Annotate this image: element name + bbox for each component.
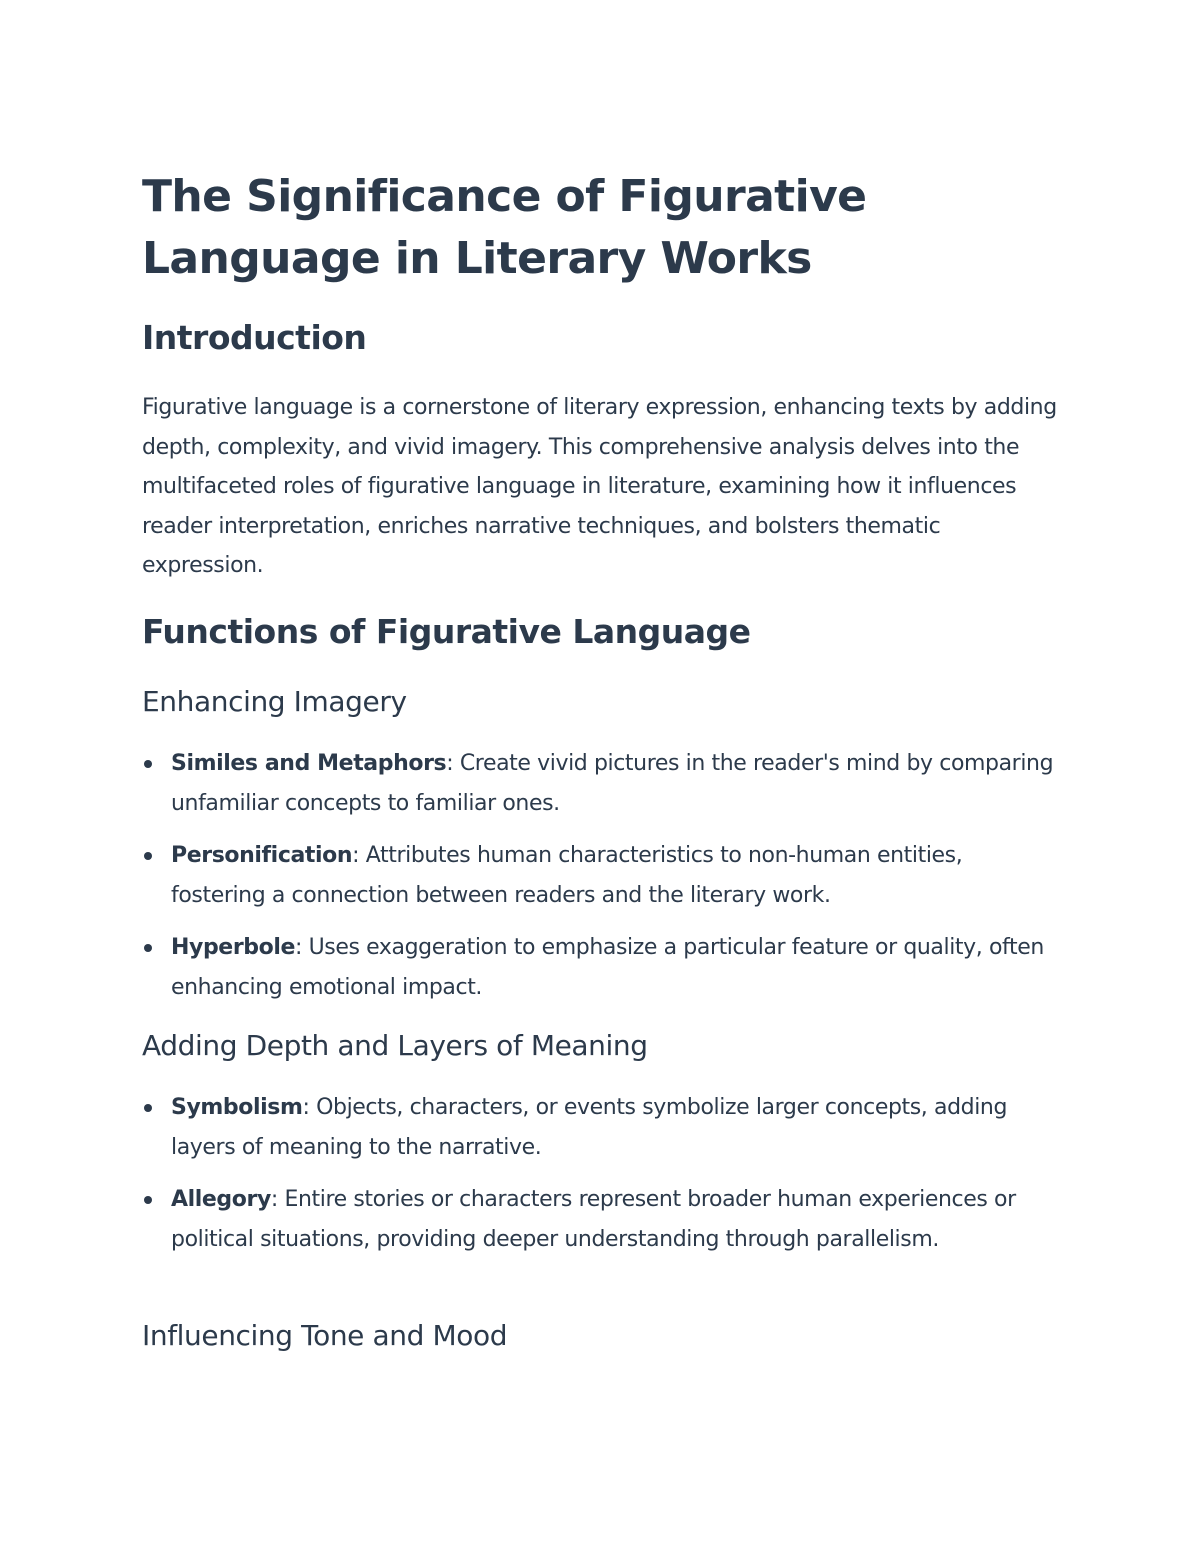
- list-item: [142, 1180, 1062, 1259]
- bullet-icon: [144, 852, 152, 860]
- bullet-icon: [144, 1196, 152, 1204]
- bullet-icon: [144, 760, 152, 768]
- list-item: [142, 928, 1062, 1007]
- list-item-term: Symbolism: [171, 1095, 303, 1120]
- enhancing-imagery-list: [142, 744, 1062, 1020]
- introduction-paragraph: Figurative language is a cornerstone of literary expression, enhancing texts by adding depth, complexity, and vivid imagery. This comprehensive analysis delves into the multifaceted roles of figurative language in literature, examining how it influences reader interpretation, enriches narrative techniques, and bolsters thematic expression.: [142, 395, 1057, 578]
- list-item-term: Similes and Metaphors: [171, 751, 447, 776]
- introduction-heading: Introduction: [142, 318, 367, 357]
- list-item-text: : Create vivid pictures in the reader's mind by comparing unfamiliar concepts to familiar ones.: [171, 751, 1054, 816]
- list-item: [142, 1088, 1062, 1167]
- list-item-text: : Uses exaggeration to emphasize a particular feature or quality, often enhancing emotional impact.: [171, 935, 1044, 1000]
- functions-heading: Functions of Figurative Language: [142, 612, 751, 651]
- tone-mood-heading: Influencing Tone and Mood: [142, 1319, 508, 1352]
- bullet-icon: [144, 944, 152, 952]
- list-item-term: Personification: [171, 843, 353, 868]
- list-item-text: : Attributes human characteristics to non-human entities, fostering a connection between readers and the literary work.: [171, 843, 963, 908]
- list-item: [142, 744, 1062, 823]
- list-item: [142, 836, 1062, 915]
- list-item-text: : Entire stories or characters represent broader human experiences or political situations, providing deeper understanding through parallelism.: [171, 1187, 1016, 1252]
- depth-meaning-heading: Adding Depth and Layers of Meaning: [142, 1029, 648, 1062]
- list-item-text: : Objects, characters, or events symbolize larger concepts, adding layers of meaning to the narrative.: [171, 1095, 1008, 1160]
- list-item-term: Hyperbole: [171, 935, 295, 960]
- depth-meaning-list: [142, 1088, 1062, 1272]
- document-title: The Significance of Figurative Language in Literary Works: [142, 171, 867, 284]
- list-item-term: Allegory: [171, 1187, 271, 1212]
- enhancing-imagery-heading: Enhancing Imagery: [142, 685, 407, 718]
- bullet-icon: [144, 1104, 152, 1112]
